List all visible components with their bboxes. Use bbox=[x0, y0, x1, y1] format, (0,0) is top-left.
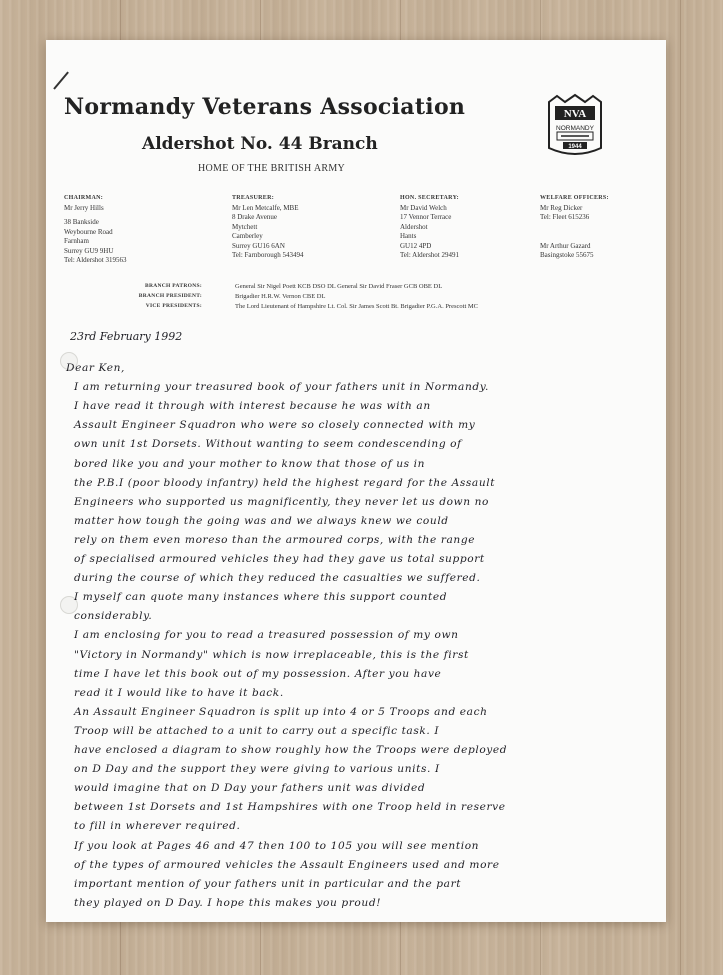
letter-line: of the types of armoured vehicles the Assault Engineers used and more bbox=[74, 858, 500, 871]
letter-line: considerably. bbox=[74, 610, 153, 623]
pen-mark bbox=[53, 72, 69, 90]
letter-line: Dear Ken, bbox=[66, 362, 125, 374]
letter-line: would imagine that on D Day your fathers unit was divided bbox=[74, 782, 426, 795]
letter-date: 23rd February 1992 bbox=[70, 330, 183, 343]
letter-line: I myself can quote many instances where this support counted bbox=[74, 591, 448, 604]
crest-nva-text: NVA bbox=[563, 108, 587, 120]
crest-normandy-text: NORMANDY bbox=[556, 125, 594, 132]
letter-line: the P.B.I (poor bloody infantry) held the highest regard for the Assault bbox=[74, 476, 496, 489]
letter-line: have enclosed a diagram to show roughly how the Troops were deployed bbox=[74, 744, 508, 756]
letter-line: bored like you and your mother to know that those of us in bbox=[74, 457, 426, 470]
letter-line: on D Day and the support they were giving to various units. I bbox=[74, 763, 440, 776]
letter-line: An Assault Engineer Squadron is split up into 4 or 5 Troops and each bbox=[74, 705, 488, 718]
patron-row: BRANCH PRESIDENT: Brigadier H.R.W. Vernon CBE DL bbox=[138, 293, 326, 300]
letter-line: of specialised armoured vehicles they had they gave us total support bbox=[74, 553, 485, 565]
letter-page bbox=[46, 40, 666, 922]
letter-line: during the course of which they reduced the casualties we suffered. bbox=[74, 572, 481, 585]
letter-line: they played on D Day. I hope this makes you proud! bbox=[74, 896, 382, 909]
association-name: Normandy Veterans Association bbox=[64, 94, 466, 120]
crest-year-text: 1944 bbox=[568, 144, 582, 150]
officer-treasurer: TREASURER: Mr Len Metcalfe, MBE 8 Drake Avenue Mytchett Camberley Surrey GU16 6AN Tel: Farnborough 543494 bbox=[232, 195, 304, 259]
letter-line: I am enclosing for you to read a treasured possession of my own bbox=[74, 629, 459, 642]
letter-line: Assault Engineer Squadron who were so closely connected with my bbox=[74, 419, 476, 432]
letter-line: to fill in wherever required. bbox=[74, 820, 241, 833]
letter-line: important mention of your fathers unit in particular and the part bbox=[74, 877, 462, 890]
letter-line: I have read it through with interest because he was with an bbox=[74, 400, 431, 413]
letter-line: read it I would like to have it back. bbox=[74, 686, 284, 699]
letter-line: Troop will be attached to a unit to carry out a specific task. I bbox=[74, 724, 440, 737]
patrons-block bbox=[64, 283, 654, 313]
letter-line: "Victory in Normandy" which is now irreplaceable, this is the first bbox=[74, 648, 469, 661]
officer-welfare: WELFARE OFFICERS: Mr Reg Dicker Tel: Fleet 615236 Mr Arthur Gazard Basingstoke 55675 bbox=[540, 195, 609, 259]
letter-line: If you look at Pages 46 and 47 then 100 to 105 you will see mention bbox=[74, 839, 480, 852]
nva-crest-logo bbox=[543, 92, 607, 158]
patron-row: VICE PRESIDENTS: The Lord Lieutenant of Hampshire Lt. Col. Sir James Scott Bt. Brigadier P.G.A. Prescott MC bbox=[145, 303, 478, 310]
patron-row: BRANCH PATRONS: General Sir Nigel Poett KCB DSO DL General Sir David Fraser GCB OBE DL bbox=[144, 283, 443, 290]
home-of-army: HOME OF THE BRITISH ARMY bbox=[198, 163, 346, 174]
letter-line: Engineers who supported us magnificently, they never let us down no bbox=[74, 495, 490, 508]
letter-line: between 1st Dorsets and 1st Hampshires with one Troop held in reserve bbox=[74, 801, 506, 814]
letter-line: I am returning your treasured book of your fathers unit in Normandy. bbox=[74, 381, 489, 394]
letter-line: own unit 1st Dorsets. Without wanting to seem condescending of bbox=[74, 438, 462, 451]
officer-secretary: HON. SECRETARY: Mr David Welch 17 Vennor Terrace Aldershot Hants GU12 4PD Tel: Aldershot 29491 bbox=[400, 195, 460, 259]
letter-line: time I have let this book out of my possession. After you have bbox=[74, 667, 442, 680]
letter-line: rely on them even moreso than the armoured corps, with the range bbox=[74, 533, 476, 546]
officer-chairman: CHAIRMAN: Mr Jerry Hills 38 Bankside Weybourne Road Farnham Surrey GU9 9HU Tel: Aldershot 319563 bbox=[64, 195, 127, 264]
branch-name: Aldershot No. 44 Branch bbox=[142, 134, 378, 154]
letter-line: matter how tough the going was and we always knew we could bbox=[74, 514, 449, 527]
